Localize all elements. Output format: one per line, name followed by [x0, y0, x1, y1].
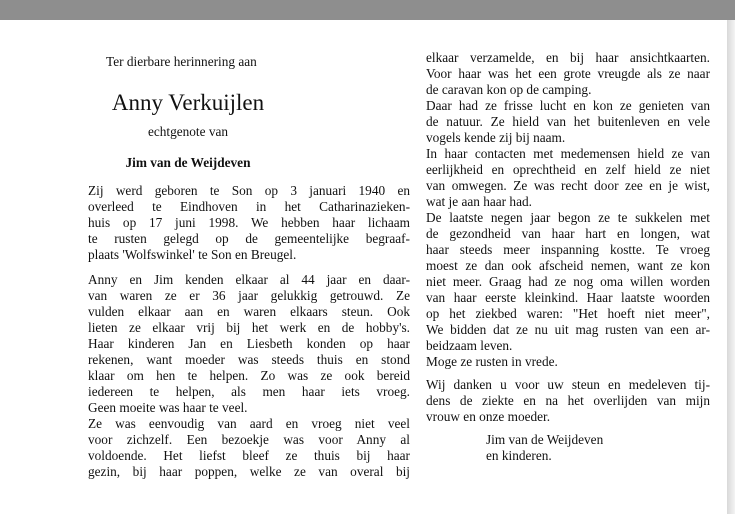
text-line: lieten ze elkaar vrij bij het werk en de hobby's. — [88, 320, 410, 335]
text-line: Zij werd geboren te Son op 3 januari 1940 en — [88, 183, 410, 198]
text-line: We bidden dat ze nu uit mag rusten van een ar- — [426, 322, 710, 337]
text-line: eerlijkheid en oprechtheid en zelf hield ze niet — [426, 162, 710, 177]
text-line: Moge ze rusten in vrede. — [426, 354, 558, 369]
deceased-name: Anny Verkuijlen — [111, 90, 265, 115]
text-line: de caravan kon op de camping. — [426, 82, 592, 97]
text-line: Voor haar was het een grote vreugde als ze naar — [426, 66, 710, 81]
signature-line: Jim van de Weijdeven — [486, 432, 604, 447]
top-border — [0, 0, 735, 20]
text-line: Ze was eenvoudig van aard en vroeg niet veel — [88, 416, 410, 431]
biography-paragraph-3 — [426, 50, 710, 370]
signature-block — [486, 432, 603, 464]
text-line: van omwegen. Ze was recht door zee en je wist, — [426, 178, 710, 193]
text-line: vogels kende zij bij naam. — [426, 130, 566, 145]
thanks-paragraph — [426, 377, 710, 425]
memorial-card — [0, 20, 727, 514]
text-line: huis op 17 juni 1998. We hebben haar lichaam — [88, 215, 410, 230]
text-line: van waren ze er 36 jaar gelukkig getrouwd. Ze — [88, 288, 410, 303]
text-line: iedereen te helpen, als men haar iets vroeg. — [88, 384, 410, 399]
text-line: klaar om hen te helpen. Zo was ze ook bereid — [88, 368, 410, 383]
intro-text: Ter dierbare herinnering aan — [106, 54, 257, 69]
signature-line: en kinderen. — [486, 448, 552, 463]
text-line: de natuur. Ze hield van het buitenleven en vele — [426, 114, 710, 129]
text-line: gezin, bij haar poppen, welke ze van overal bij — [88, 464, 410, 479]
text-line: vulden elkaar aan en waren elkaars steun. Ook — [88, 304, 410, 319]
text-line: van haar eerste kleinkind. Haar laatste woorden — [426, 290, 710, 305]
text-line: de gezondheid van haar hart en longen, wat — [426, 226, 710, 241]
text-line: Wij danken u voor uw steun en medeleven tij- — [426, 377, 710, 392]
biography-paragraph-1 — [88, 183, 410, 263]
text-line: De laatste negen jaar begon ze te sukkelen met — [426, 210, 710, 225]
text-line: vrouw en onze moeder. — [426, 409, 551, 424]
text-line: elkaar verzamelde, en bij haar ansichtkaarten. — [426, 50, 710, 65]
text-line: voor zichzelf. Een bezoekje was voor Anny al — [88, 432, 410, 447]
biography-paragraph-2 — [88, 272, 410, 480]
text-line: moest ze dan ook afscheid nemen, want ze kon — [426, 258, 710, 273]
husband-name: Jim van de Weijdeven — [125, 155, 251, 170]
text-line: Daar had ze frisse lucht en kon ze genieten van — [426, 98, 710, 113]
text-line: op het ziekbed waren: "Het hoeft niet meer", — [426, 306, 710, 321]
text-line: Geen moeite was haar te veel. — [88, 400, 248, 415]
text-line: Haar kinderen Jan en Liesbeth konden op haar — [88, 336, 410, 351]
text-line: niet meer. Graag had ze nog oma willen worden — [426, 274, 710, 289]
text-line: plaats 'Wolfswinkel' te Son en Breugel. — [88, 247, 297, 262]
text-line: wat je aan haar had. — [426, 194, 532, 209]
text-line: te rusten gelegd op de gemeentelijke begraaf- — [88, 231, 410, 246]
page-edge — [727, 20, 735, 514]
text-line: haar steeds meer inspanning kostte. Te vroeg — [426, 242, 710, 257]
text-line: voldoende. Het liefst bleef ze thuis bij haar — [88, 448, 410, 463]
text-line: overleed te Eindhoven in het Catharinazieken- — [88, 199, 410, 214]
text-line: Anny en Jim kenden elkaar al 44 jaar en daar- — [88, 272, 410, 287]
spouse-title: echtgenote van — [147, 124, 229, 139]
text-line: dens de ziekte en na het overlijden van mijn — [426, 393, 710, 408]
text-line: rekenen, want moeder was steeds thuis en stond — [88, 352, 410, 367]
text-line: In haar contacten met medemensen hield ze van — [426, 146, 710, 161]
text-line: beidzaam leven. — [426, 338, 513, 353]
